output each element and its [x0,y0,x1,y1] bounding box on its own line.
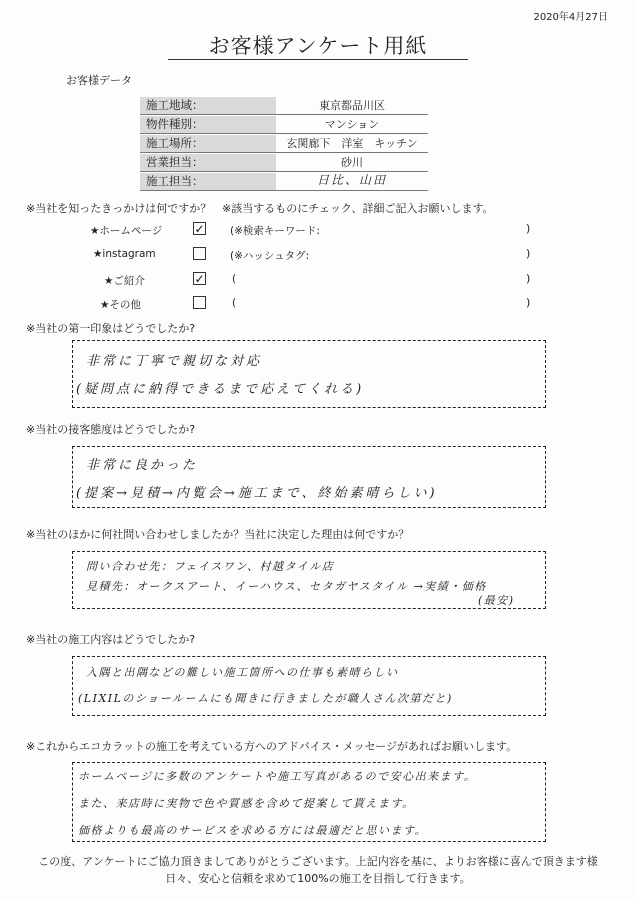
info-value-property-type: マンション [324,118,380,131]
q6-question: ※これからエコカラットの施工を考えている方へのアドバイス・メッセージがあればお願いします。 [26,740,518,753]
checkbox-homepage[interactable]: ✓ [194,221,205,236]
q4-answer-note: (最安) [478,594,515,607]
q3-answer-line: (提案→見積→内覧会→施工まで、終始素晴らしい) [76,486,438,501]
q4-question: ※当社のほかに何社問い合わせしましたか？当社に決定した理由は何ですか？ [26,528,410,541]
info-separator [140,114,428,115]
info-label-property-type: 物件種別： [140,116,276,133]
q1-note: ※該当するものにチェック、詳細ご記入お願いします。 [222,202,494,215]
q3-question: ※当社の接客態度はどうでしたか? [26,423,196,436]
detail-referral: ( [232,273,237,285]
info-separator [140,190,428,191]
survey-date: 2020年4月27日 [533,12,608,23]
q5-answer-line: 入隅と出隅などの難しい施工箇所への仕事も素晴らしい [86,666,399,679]
source-label-referral: ★ご紹介 [104,275,145,287]
info-value-sales-rep: 砂川 [341,156,363,169]
footer-line: この度、アンケートにご協力頂きましてありがとうございます。上記内容を基に、よりお客様に喜んで頂きます様 [38,855,598,868]
q4-answer-line: 見積先：オークスアート、イーハウス、セタガヤスタイル →実績・価格 [86,580,487,593]
footer-line: 日々、安心と信頼を求めて100%の施工を目指して行きます。 [165,872,471,885]
q2-answer-line: (疑問点に納得できるまで応えてくれる) [76,382,365,397]
source-label-homepage: ★ホームページ [90,225,163,237]
paren-close: ) [526,272,531,285]
info-separator [140,133,428,134]
info-label-location: 施工場所： [140,135,276,152]
page-title: お客様アンケート用紙 [208,34,428,58]
checkbox-referral[interactable]: ✓ [194,271,205,286]
source-label-instagram: ★instagram [93,248,156,260]
paren-close: ) [526,247,531,260]
q6-answer-line: 価格よりも最高のサービスを求める方には最適だと思います。 [78,824,428,837]
info-label-sales-rep: 営業担当： [140,154,276,171]
q3-answer-line: 非常に良かった [86,458,199,473]
info-label-area: 施工地域： [140,97,276,114]
paren-close: ) [526,296,531,309]
source-label-other: ★その他 [100,299,141,311]
q5-question: ※当社の施工内容はどうでしたか? [26,633,196,646]
info-label-installer: 施工担当： [140,173,276,190]
info-value-area: 東京都品川区 [319,99,385,112]
title-underline [168,59,468,60]
paren-close: ) [526,222,531,235]
q2-answer-line: 非常に丁寧で親切な対応 [86,354,263,369]
q6-answer-line: ホームページに多数のアンケートや施工写真があるので安心出来ます。 [78,770,477,783]
q5-answer-line: (LIXILのショールームにも聞きに行きましたが職人さん次第だと) [78,692,453,705]
checkbox-other[interactable] [193,296,206,309]
q1-question: ※当社を知ったきっかけは何ですか？ [26,202,212,215]
q6-answer-line: また、来店時に実物で色や質感を含めて提案して貰えます。 [78,797,415,810]
detail-hashtag: (※ハッシュタグ: [230,250,310,262]
info-separator [140,152,428,153]
checkbox-instagram[interactable] [193,247,206,260]
customer-data-heading: お客様データ [66,74,132,87]
q4-answer-line: 問い合わせ先：フェイスワン、村越タイル店 [86,560,335,573]
detail-search-keyword: (※検索キーワード: [230,225,320,237]
detail-other: ( [232,297,237,309]
footer-message [0,853,636,887]
info-value-installer: 日比、山田 [316,173,387,187]
q2-question: ※当社の第一印象はどうでしたか? [26,322,196,335]
info-value-location: 玄関廊下 洋室 キッチン [286,137,418,150]
